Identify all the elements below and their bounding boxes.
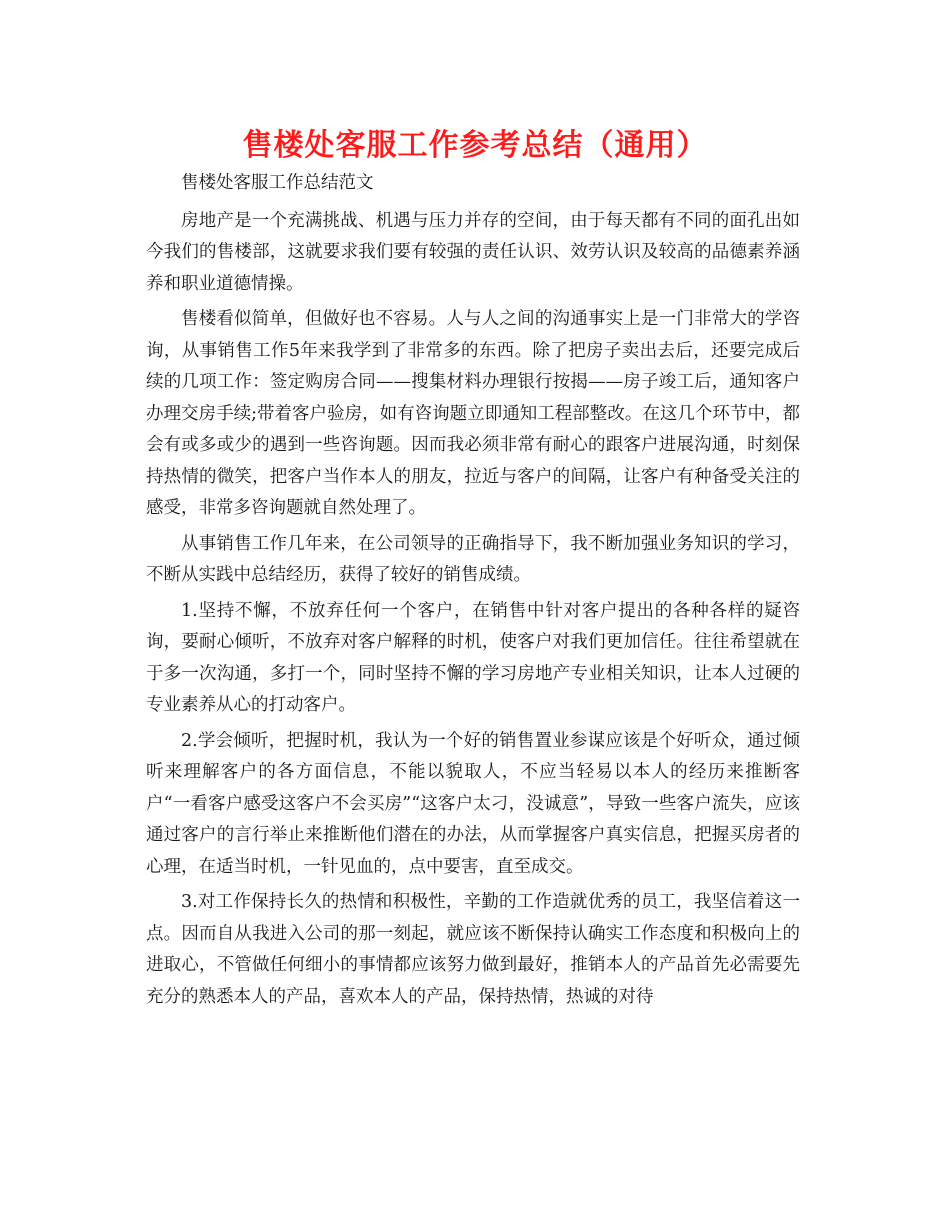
paragraph-intro: 房地产是一个充满挑战、机遇与压力并存的空间，由于每天都有不同的面孔出如今我们的售楼部，这就要求我们要有较强的责任认识、效劳认识及较高的品德素养涵养和职业道德情操。 [146,210,800,294]
paragraph-experience: 从事销售工作几年来，在公司领导的正确指导下，我不断加强业务知识的学习，不断从实践中总结经历，获得了较好的销售成绩。 [146,533,800,585]
paragraph-sales-process: 售楼看似简单，但做好也不容易。人与人之间的沟通事实上是一门非常大的学咨询，从事销售工作5年来我学到了非常多的东西。除了把房子卖出去后，还要完成后续的几项工作：签定购房合同——搜集材料办理银行按揭——房子竣工后，通知客户办理交房手续;带着客户验房，如有咨询题立即通知工程部整改。在这几个环节中，都会有或多或少的遇到一些咨询题。因而我必须非常有耐心的跟客户进展沟通，时刻保持热情的微笑，把客户当作本人的朋友，拉近与客户的间隔，让客户有种备受关注的感受，非常多咨询题就自然处理了。 [146,309,800,518]
document-title: 售楼处客服工作参考总结（通用） [242,128,708,163]
paragraph-point-3: 3.对工作保持长久的热情和积极性，辛勤的工作造就优秀的员工，我坚信着这一点。因而自从我进入公司的那一刻起，就应该不断保持认确实工作态度和积极向上的进取心，不管做任何细小的事情都应该努力做到最好，推销本人的产品首先必需要先充分的熟悉本人的产品，喜欢本人的产品，保持热情，热诚的对待 [146,892,800,1007]
document-body [146,168,800,1017]
paragraph-point-1: 1.坚持不懈，不放弃任何一个客户，在销售中针对客户提出的各种各样的疑咨询，要耐心倾听，不放弃对客户解释的时机，使客户对我们更加信任。往往希望就在于多一次沟通，多打一个，同时坚持不懈的学习房地产专业相关知识，让本人过硬的专业素养从心的打动客户。 [146,600,800,715]
document-subtitle: 售楼处客服工作总结范文 [181,173,374,193]
paragraph-point-2: 2.学会倾听，把握时机，我认为一个好的销售置业参谋应该是个好听众，通过倾听来理解客户的各方面信息，不能以貌取人，不应当轻易以本人的经历来推断客户“一看客户感受这客户不会买房”“这客户太刁，没诚意”，导致一些客户流失，应该通过客户的言行举止来推断他们潜在的办法，从而掌握客户真实信息，把握买房者的心理，在适当时机，一针见血的，点中要害，直至成交。 [146,730,800,877]
